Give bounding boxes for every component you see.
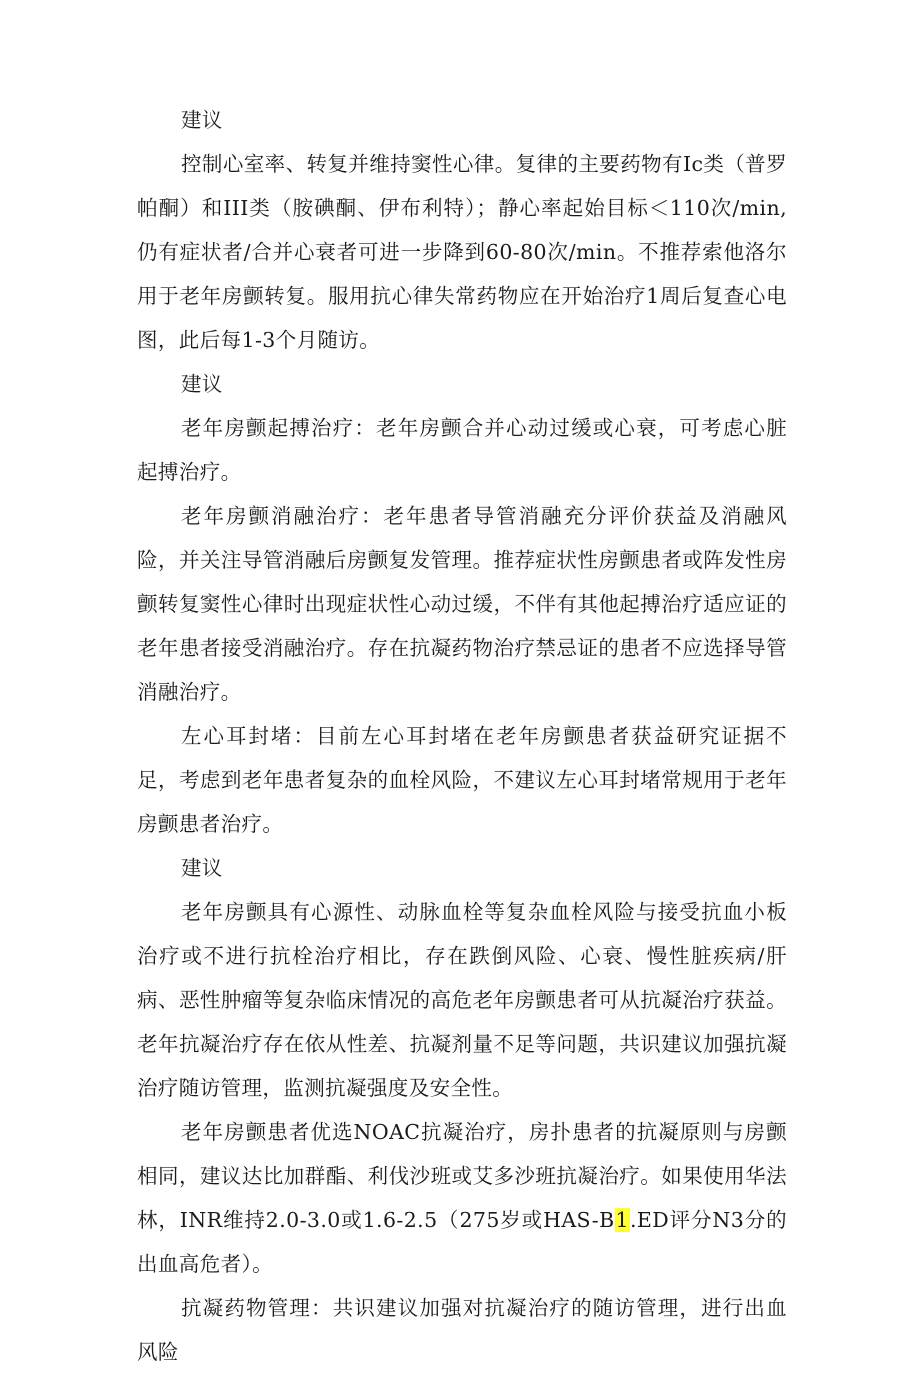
noac-text-before: 老年房颤患者优选NOAC抗凝治疗，房扑患者的抗凝原则与房颤相同，建议达比加群酯、利伐沙班或艾多沙班抗凝治疗。如果使用华法林，INR维持2.0-3.0或1.6-2.5（275岁或HAS-B [137, 1120, 787, 1232]
noac-text-after: .ED评分N3分的出血高危者）。 [137, 1208, 788, 1276]
paragraph-laa-occlusion: 左心耳封堵：目前左心耳封堵在老年房颤患者获益研究证据不足，考虑到老年患者复杂的血栓风险，不建议左心耳封堵常规用于老年房颤患者治疗。 [137, 724, 787, 836]
paragraph-rhythm-control: 控制心室率、转复并维持窦性心律。复律的主要药物有Ic类（普罗帕酮）和III类（胺碘酮、伊布利特）；静心率起始目标＜110次/min,仍有症状者/合并心衰者可进一步降到60-80次/min。不推荐索他洛尔用于老年房颤转复。服用抗心律失常药物应在开始治疗1周后复查心电图，此后每1-3个月随访。 [137, 152, 787, 352]
paragraph-noac [137, 1110, 787, 1286]
paragraph-anticoagulation-benefit: 老年房颤具有心源性、动脉血栓等复杂血栓风险与接受抗血小板治疗或不进行抗栓治疗相比，存在跌倒风险、心衰、慢性脏疾病/肝病、恶性肿瘤等复杂临床情况的高危老年房颤患者可从抗凝治疗获益。老年抗凝治疗存在依从性差、抗凝剂量不足等问题，共识建议加强抗凝治疗随访管理，监测抗凝强度及安全性。 [137, 900, 787, 1100]
document-page [137, 98, 787, 1374]
section-heading: 建议 [181, 372, 223, 396]
paragraph-drug-management: 抗凝药物管理：共识建议加强对抗凝治疗的随访管理，进行出血风险 [137, 1296, 787, 1364]
paragraph-ablation: 老年房颤消融治疗：老年患者导管消融充分评价获益及消融风险，并关注导管消融后房颤复发管理。推荐症状性房颤患者或阵发性房颤转复窦性心律时出现症状性心动过缓，不伴有其他起搏治疗适应证的老年患者接受消融治疗。存在抗凝药物治疗禁忌证的患者不应选择导管消融治疗。 [137, 504, 787, 704]
highlighted-text: 1 [615, 1208, 629, 1232]
section-heading: 建议 [181, 108, 223, 132]
section-heading: 建议 [181, 856, 223, 880]
paragraph-pacing: 老年房颤起搏治疗：老年房颤合并心动过缓或心衰，可考虑心脏起搏治疗。 [137, 416, 787, 484]
